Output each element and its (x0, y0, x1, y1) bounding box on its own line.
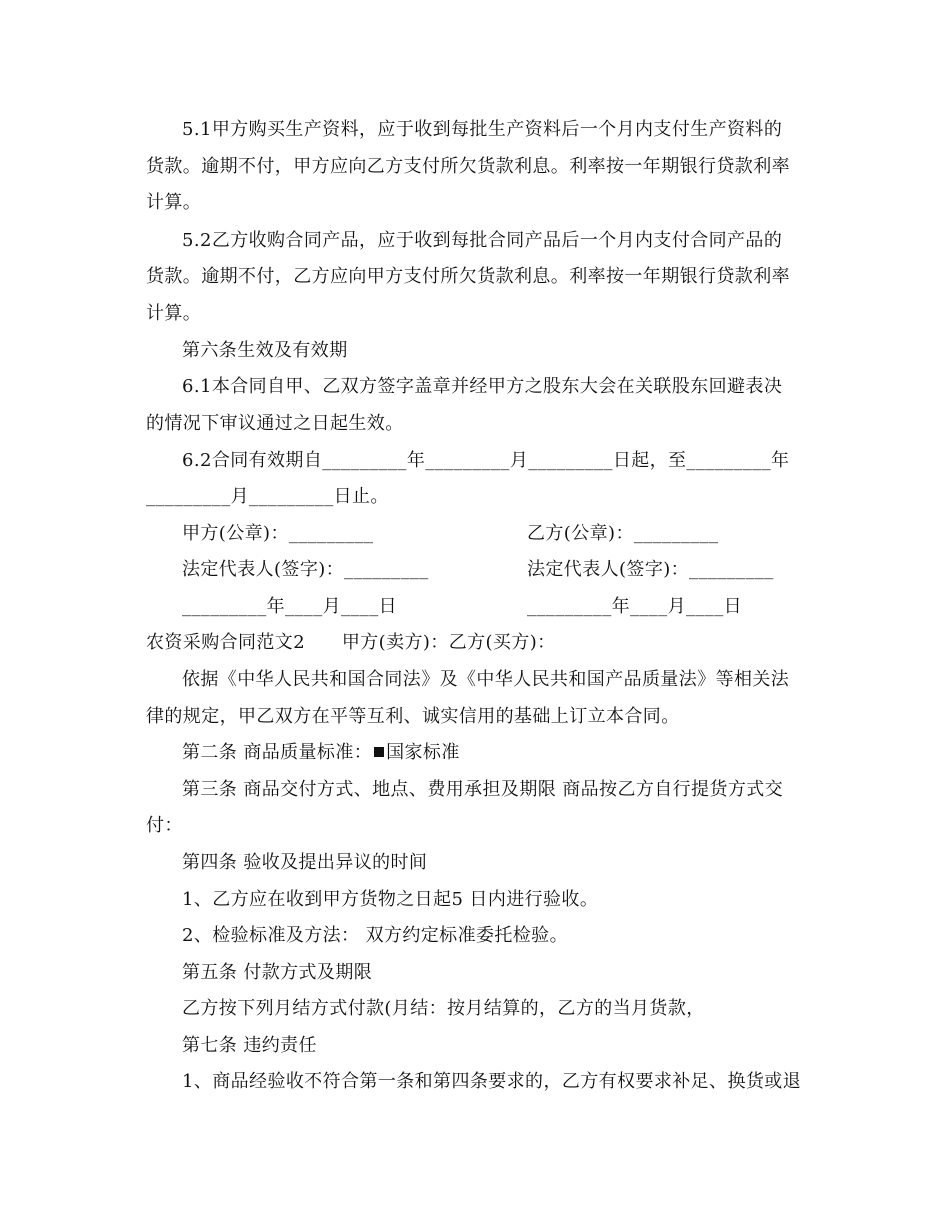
paragraph-line: 计算。 (146, 303, 202, 324)
filled-square-icon (374, 747, 384, 757)
clause-label: 第二条 商品质量标准： (182, 742, 373, 763)
paragraph-line: 律的规定，甲乙双方在平等互利、诚实信用的基础上订立本合同。 (146, 706, 680, 727)
paragraph-line: 依据《中华人民共和国合同法》及《中华人民共和国产品质量法》等相关法 (182, 669, 790, 690)
party-b-representative: 法定代表人(签字)：_________ (527, 559, 774, 580)
section-heading: 第五条 付款方式及期限 (182, 962, 373, 983)
section-heading: 第六条生效及有效期 (182, 340, 348, 361)
paragraph-line: 的情况下审议通过之日起生效。 (146, 413, 404, 434)
party-b-seal: 乙方(公章)：_________ (527, 523, 719, 544)
paragraph-line: 6.1本合同自甲、乙双方签字盖章并经甲方之股东大会在关联股东回避表决 (182, 376, 783, 397)
paragraph-line: 第三条 商品交付方式、地点、费用承担及期限 商品按乙方自行提货方式交 (182, 779, 784, 800)
paragraph-line: 2、检验标准及方法： 双方约定标准委托检验。 (182, 925, 568, 946)
paragraph-line: 货款。逾期不付，乙方应向甲方支付所欠货款利息。利率按一年期银行贷款利率 (146, 266, 790, 287)
section-heading: 第四条 验收及提出异议的时间 (182, 852, 428, 873)
paragraph-line: 1、商品经验收不符合第一条和第四条要求的，乙方有权要求补足、换货或退 (182, 1071, 802, 1092)
paragraph-line: _________月_________日止。 (146, 486, 389, 507)
clause-value: 国家标准 (386, 742, 460, 763)
document-title-line: 农资采购合同范文2 甲方(卖方)：乙方(买方)： (146, 632, 556, 653)
section-heading: 第七条 违约责任 (182, 1035, 317, 1056)
paragraph-line: 6.2合同有效期自_________年_________月_________日起，至_________年 (182, 450, 790, 471)
clause-line (182, 741, 460, 765)
paragraph-line: 5.2乙方收购合同产品，应于收到每批合同产品后一个月内支付合同产品的 (182, 230, 783, 251)
paragraph-line: 付： (146, 815, 183, 836)
paragraph-line: 5.1甲方购买生产资料，应于收到每批生产资料后一个月内支付生产资料的 (182, 119, 783, 140)
paragraph-line: 货款。逾期不付，甲方应向乙方支付所欠货款利息。利率按一年期银行贷款利率 (146, 156, 790, 177)
party-b-date: _________年____月____日 (527, 596, 742, 617)
paragraph-line: 1、乙方应在收到甲方货物之日起5 日内进行验收。 (182, 889, 599, 910)
party-a-seal: 甲方(公章)：_________ (182, 523, 374, 544)
party-a-date: _________年____月____日 (182, 596, 397, 617)
party-a-representative: 法定代表人(签字)：_________ (182, 559, 429, 580)
paragraph-line: 计算。 (146, 192, 202, 213)
paragraph-line: 乙方按下列月结方式付款(月结：按月结算的，乙方的当月货款， (182, 998, 705, 1019)
